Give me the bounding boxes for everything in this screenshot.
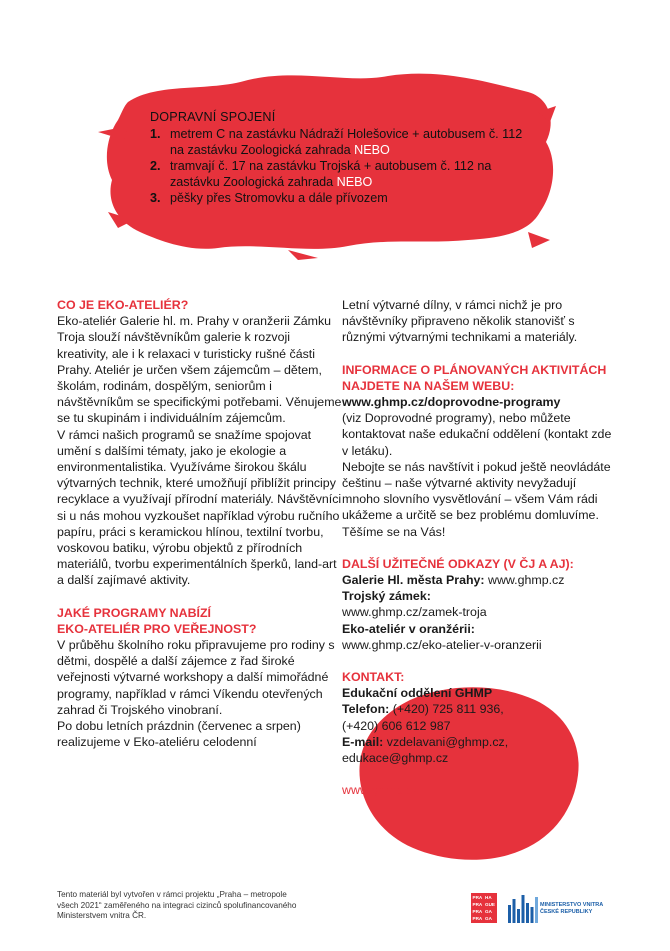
info-text-1: (viz Doprovodné programy), nebo můžete kontaktovat naše edukační oddělení (kontakt zde v letáku). bbox=[342, 411, 612, 458]
praha-logo-text: PRA bbox=[472, 895, 483, 900]
praha-logo-text: PRA bbox=[472, 909, 483, 914]
ministry-line-2: ČESKÉ REPUBLIKY bbox=[540, 908, 593, 915]
phone-label: Telefon: bbox=[342, 702, 390, 717]
transport-item-text: pěšky přes Stromovku a dále přívozem bbox=[170, 191, 388, 205]
right-column bbox=[342, 297, 614, 798]
transport-item bbox=[150, 190, 530, 206]
link-row bbox=[342, 572, 614, 588]
link-url[interactable]: www.ghmp.cz bbox=[488, 573, 565, 588]
footer-note: Tento materiál byl vytvořen v rámci projektu „Praha – metropole všech 2021“ zaměřeného na integraci cizinců spolufinancovaného Ministerstvem vnitra ČR. bbox=[57, 890, 297, 920]
transport-item-number: 2. bbox=[150, 159, 161, 173]
web-link[interactable]: www.ghmp.cz bbox=[342, 783, 419, 798]
praha-logo-text: GA bbox=[485, 909, 492, 914]
info-heading: INFORMACE O PLÁNOVANÝCH AKTIVITÁCH NAJDETE NA NAŠEM WEBU: bbox=[342, 362, 607, 393]
programs-text-2: Po dobu letních prázdnin (červenec a srpen) realizujeme v Eko-ateliéru celodenní bbox=[57, 719, 301, 750]
left-column bbox=[57, 297, 342, 750]
ministry-line-1: MINISTERSTVO VNITRA bbox=[540, 902, 604, 908]
phone-number-2[interactable]: (+420) 606 612 987 bbox=[342, 718, 451, 733]
transport-box bbox=[150, 109, 530, 206]
info-url-link[interactable]: www.ghmp.cz/doprovodne-programy bbox=[342, 395, 561, 410]
praha-logo-text: GUE bbox=[485, 902, 495, 907]
email-row bbox=[342, 734, 614, 750]
praha-logo-text: HA bbox=[485, 895, 492, 900]
programs-heading-line-2: EKO-ATELIÉR PRO VEŘEJNOST? bbox=[57, 621, 257, 636]
transport-list bbox=[150, 126, 530, 206]
links-heading: DALŠÍ UŽITEČNÉ ODKAZY (V ČJ A AJ): bbox=[342, 556, 574, 571]
summer-text: Letní výtvarné dílny, v rámci nichž je pro návštěvníky připraveno několik stanovišť s různými výtvarnými technikami a materiály. bbox=[342, 298, 578, 345]
link-url[interactable]: www.ghmp.cz/eko-atelier-v-oranzerii bbox=[342, 637, 542, 652]
transport-item-text: metrem C na zastávku Nádraží Holešovice + autobusem č. 112 na zastávku Zoologická zahrada bbox=[170, 127, 523, 157]
what-heading: CO JE EKO-ATELIÉR? bbox=[57, 298, 189, 312]
what-text-1: Eko-ateliér Galerie hl. m. Prahy v oranžerii Zámku Troja slouží návštěvníkům galerie k rozvoji kreativity, ale i k relaxaci v turisticky rušné části Prahy. Ateliér je určen všem zájemcům – dětem, školám, rodinám, dospělým, seniorům i návštěvníkům se specifickými potřebami. Věnujeme se tu skupinám i individuálním zájemcům. bbox=[57, 314, 342, 426]
praha-logo-text: PRA bbox=[472, 916, 483, 921]
email-label: E-mail: bbox=[342, 734, 384, 749]
transport-item-or: NEBO bbox=[354, 143, 390, 157]
praha-logo-text: GA bbox=[485, 916, 492, 921]
praha-logo-text: PRA bbox=[472, 902, 483, 907]
email-address-1[interactable]: vzdelavani@ghmp.cz, bbox=[386, 734, 509, 749]
link-label: Eko-ateliér v oranžérii: bbox=[342, 621, 475, 636]
transport-item bbox=[150, 126, 530, 158]
contact-heading: KONTAKT: bbox=[342, 670, 405, 685]
contact-department: Edukační oddělení GHMP bbox=[342, 686, 493, 701]
phone-row bbox=[342, 701, 614, 717]
link-label: Trojský zámek: bbox=[342, 589, 431, 604]
email-address-2[interactable]: edukace@ghmp.cz bbox=[342, 751, 449, 766]
link-url[interactable]: www.ghmp.cz/zamek-troja bbox=[342, 605, 487, 620]
transport-item-or: NEBO bbox=[336, 175, 373, 189]
phone-number-1[interactable]: (+420) 725 811 936, bbox=[392, 702, 504, 717]
transport-heading: DOPRAVNÍ SPOJENÍ bbox=[150, 110, 276, 124]
link-label: Galerie Hl. města Prahy: bbox=[342, 573, 485, 588]
transport-item bbox=[150, 158, 530, 190]
programs-text-1: V průběhu školního roku připravujeme pro rodiny s dětmi, dospělé a další zájemce z řad široké veřejnosti výtvarné workshopy a další mimořádné programy, například v rámci Víkendu otevřených zahrad či Trojského vinobraní. bbox=[57, 638, 335, 717]
info-text-2: Nebojte se nás navštívit i pokud ještě neovládáte češtinu – naše výtvarné aktivity nevyžadují mnoho slovního vysvětlování – všem Vám rádi ukážeme a určitě se bez problému domluvíme. Těšíme se na Vás! bbox=[342, 459, 611, 539]
what-text-2: V rámci našich programů se snažíme spojovat umění s dalšími tématy, jako je ekologie a environmentalistika. Využíváme širokou škálu výtvarných technik, které umožňují přiblížit principy recyklace a využívají přírodní materiály. Návštěvníci si u nás mohou vyzkoušet například výrobu ručního papíru, práci s keramickou hlínou, textilní tvorbu, voskovou batiku, výrobu objektů z přírodních materiálů, tvorbu experimentálních šperků, land-art a další zajímavé aktivity. bbox=[57, 427, 342, 588]
transport-item-number: 1. bbox=[150, 127, 161, 141]
transport-item-text: tramvají č. 17 na zastávku Trojská + autobusem č. 112 na zastávku Zoologická zahrada bbox=[170, 159, 492, 189]
programs-heading-line-1: JAKÉ PROGRAMY NABÍZÍ bbox=[57, 605, 211, 620]
transport-item-number: 3. bbox=[150, 191, 161, 205]
ministry-name bbox=[540, 902, 603, 915]
praha-logo bbox=[471, 893, 497, 923]
